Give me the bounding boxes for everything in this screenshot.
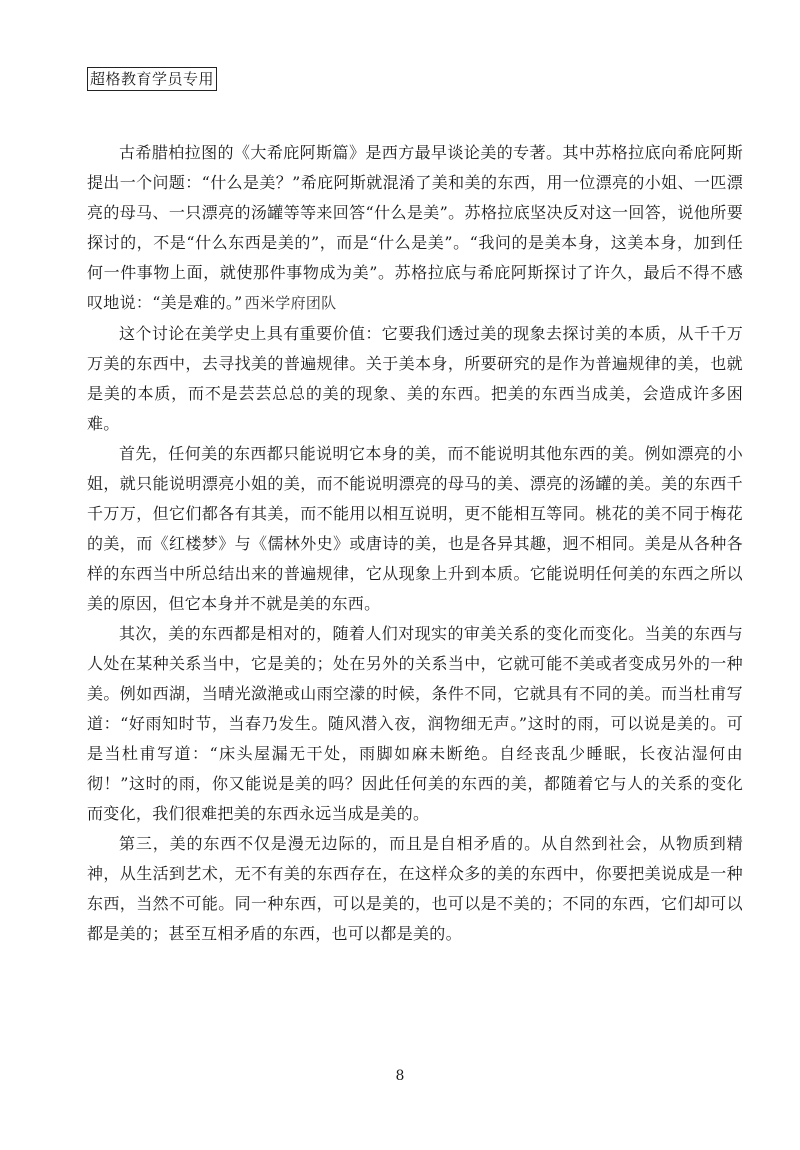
paragraph-4: 其次，美的东西都是相对的，随着人们对现实的审美关系的变化而变化。当美的东西与人处在某种关系当中，它是美的；处在另外的关系当中，它就可能不美或者变成另外的一种美。例如西湖，当晴光潋滟或山雨空濛的时候，条件不同，它就具有不同的美。而当杜甫写道：“好雨知时节，当春乃发生。随风潜入夜，润物细无声。”这时的雨，可以说是美的。可是当杜甫写道：“床头屋漏无干处，雨脚如麻未断绝。自经丧乱少睡眠，长夜沾湿何由彻！”这时的雨，你又能说是美的吗？因此任何美的东西的美，都随着它与人的关系的变化而变化，我们很难把美的东西永远当成是美的。 (87, 624, 743, 823)
page-number: 8 (395, 1068, 405, 1084)
watermark-text: 西米学府团队 (244, 295, 337, 312)
document-body (87, 138, 743, 949)
paragraph-1 (87, 138, 743, 319)
paragraph-2: 这个讨论在美学史上具有重要价值：它要我们透过美的现象去探讨美的本质，从千千万万美的东西中，去寻找美的普遍规律。关于美本身，所要研究的是作为普遍规律的美，也就是美的本质，而不是芸芸总总的美的现象、美的东西。把美的东西当成美，会造成许多困难。 (87, 324, 743, 433)
paragraph-1-text: 古希腊柏拉图的《大希庇阿斯篇》是西方最早谈论美的专著。其中苏格拉底向希庇阿斯提出一个问题：“什么是美？”希庇阿斯就混淆了美和美的东西，用一位漂亮的小姐、一匹漂亮的母马、一只漂亮的汤罐等等来回答“什么是美”。苏格拉底坚决反对这一回答，说他所要探讨的，不是“什么东西是美的”，而是“什么是美”。“我问的是美本身，这美本身，加到任何一件事物上面，就使那件事物成为美”。苏格拉底与希庇阿斯探讨了许久，最后不得不感叹地说：“美是难的。” (87, 143, 743, 312)
paragraph-3: 首先，任何美的东西都只能说明它本身的美，而不能说明其他东西的美。例如漂亮的小姐，就只能说明漂亮小姐的美，而不能说明漂亮的母马的美、漂亮的汤罐的美。美的东西千千万万，但它们都各有其美，而不能用以相互说明，更不能相互等同。桃花的美不同于梅花的美，而《红楼梦》与《儒林外史》或唐诗的美，也是各异其趣，迥不相同。美是从各种各样的东西当中所总结出来的普遍规律，它从现象上升到本质。它能说明任何美的东西之所以美的原因，但它本身并不就是美的东西。 (87, 444, 743, 613)
header-label: 超格教育学员专用 (87, 67, 217, 91)
paragraph-5: 第三，美的东西不仅是漫无边际的，而且是自相矛盾的。从自然到社会，从物质到精神，从生活到艺术，无不有美的东西存在，在这样众多的美的东西中，你要把美说成是一种东西，当然不可能。同一种东西，可以是美的，也可以是不美的；不同的东西，它们却可以都是美的；甚至互相矛盾的东西，也可以都是美的。 (87, 834, 743, 943)
